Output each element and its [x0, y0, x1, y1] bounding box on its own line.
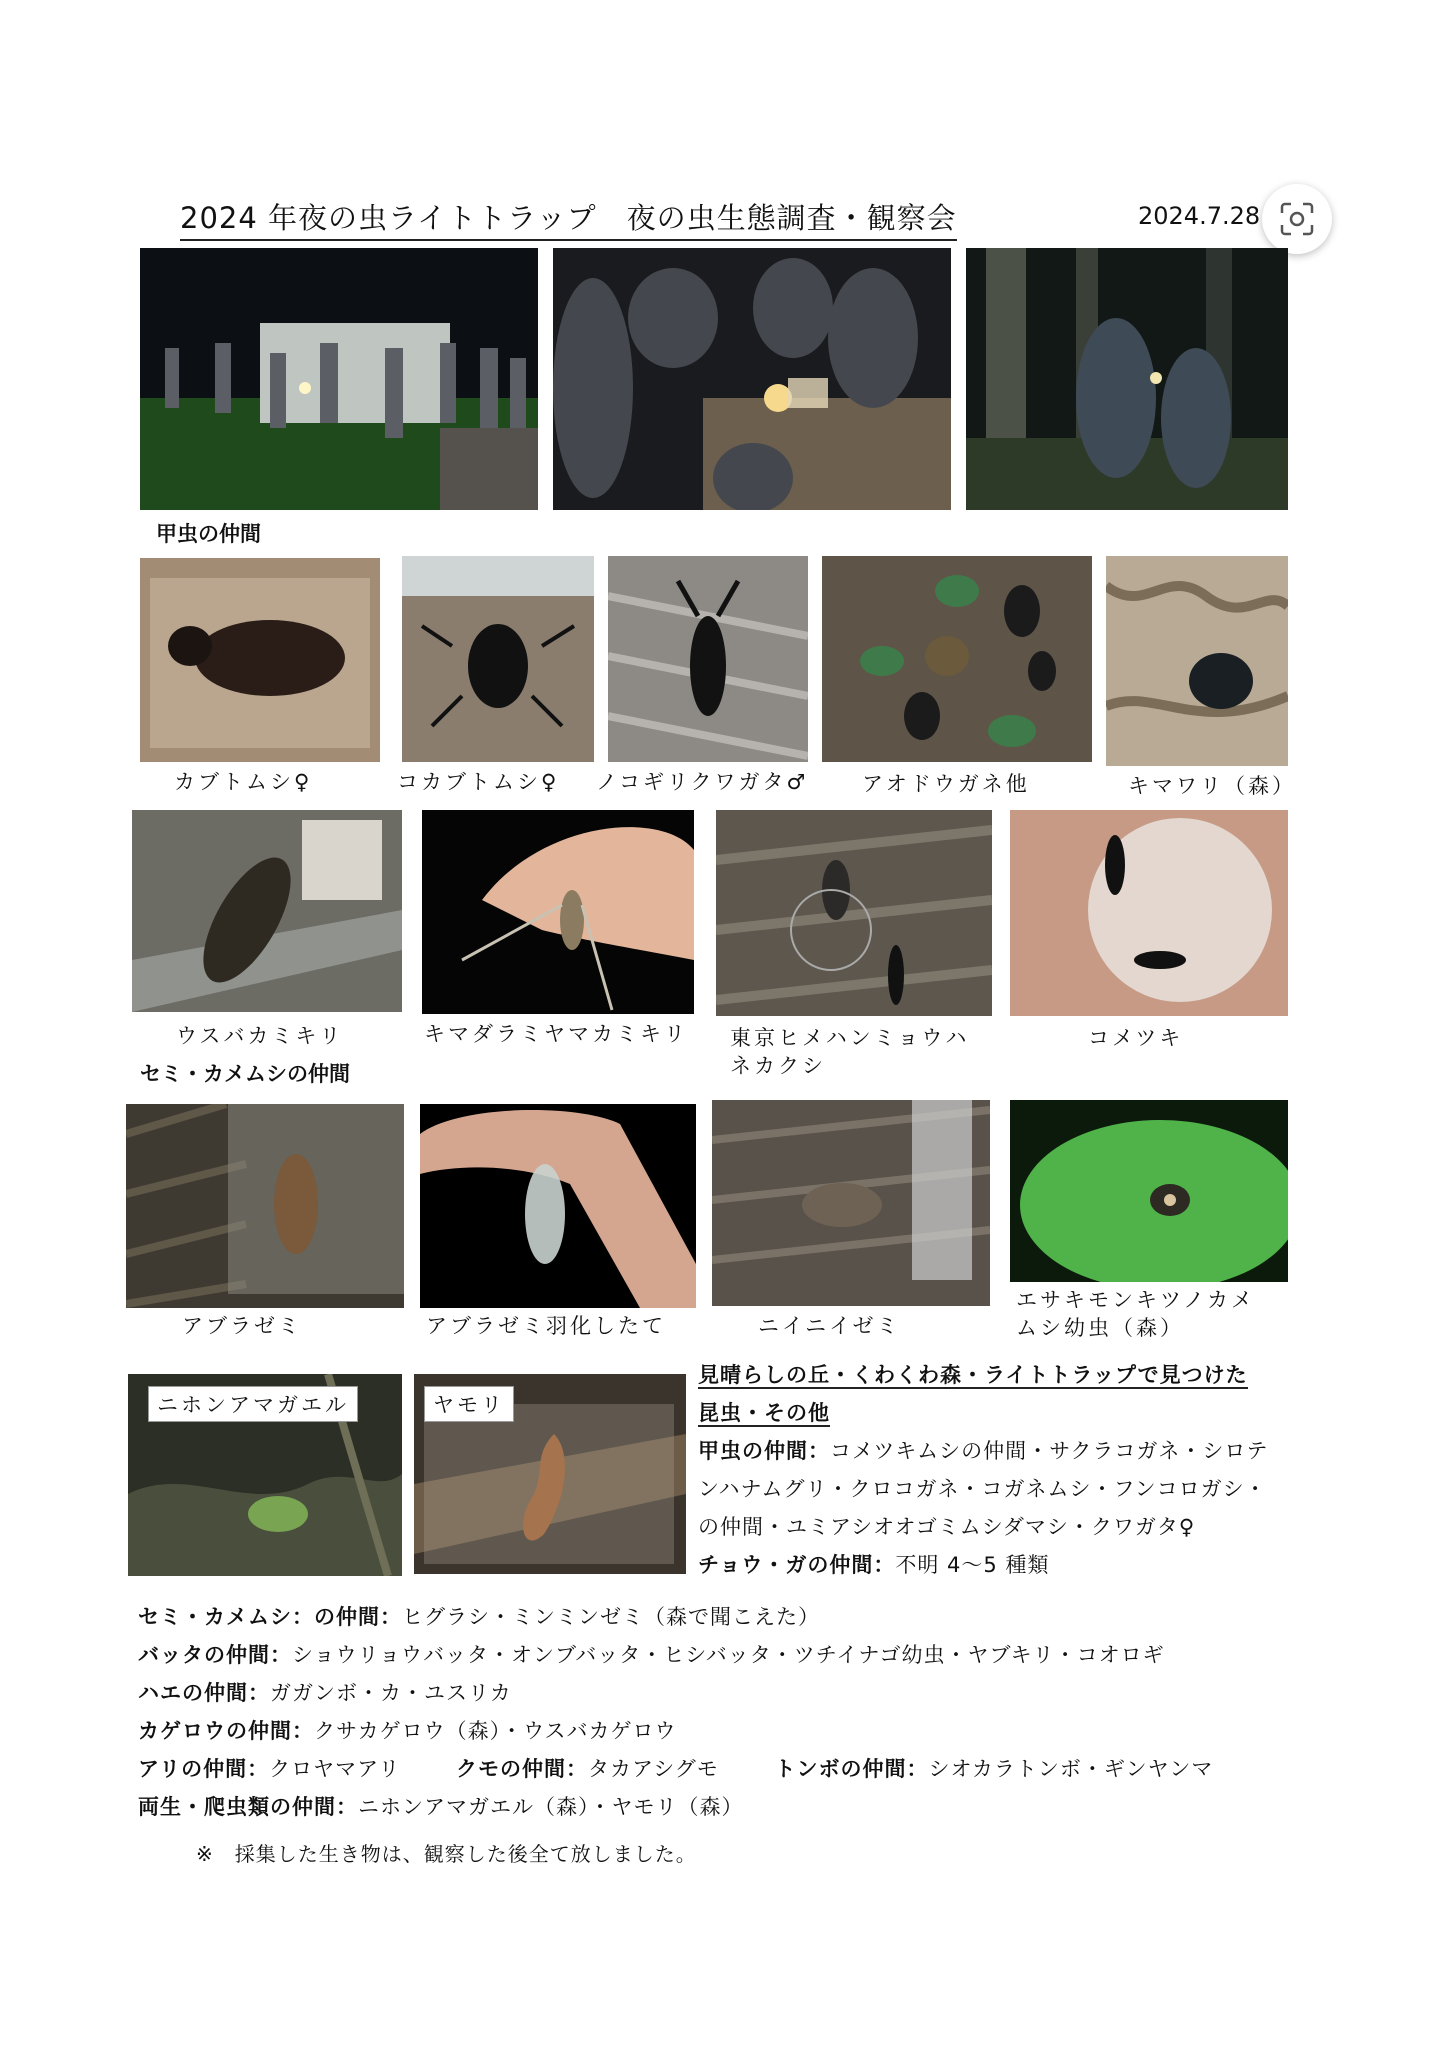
photo-niiniizemi [712, 1100, 990, 1306]
photo-esakimon-kamemushi [1010, 1100, 1288, 1282]
caption-nokogiri-kuwagata: ノコギリクワガタ♂ [596, 770, 809, 794]
list-batta-label: バッタの仲間： [138, 1643, 292, 1667]
photo-kokabutomushi [402, 556, 594, 762]
list-tonbo-label: トンボの仲間： [774, 1757, 929, 1781]
summary-heading: 見晴らしの丘・くわくわ森・ライトトラップで見つけた [698, 1363, 1248, 1387]
caption-esakimon-kamemushi: エサキモンキツノカメムシ幼虫（森） [1016, 1288, 1255, 1340]
caption-usubakamikiri: ウスバカミキリ [176, 1024, 344, 1048]
photo-night-light-trap [140, 248, 538, 510]
list-ryousei-label: 両生・爬虫類の仲間： [138, 1795, 358, 1819]
species-list [138, 1598, 1213, 1826]
caption-kometsuki: コメツキ [1088, 1026, 1184, 1050]
summary-moth-label: チョウ・ガの仲間： [698, 1553, 896, 1577]
caption-aburazemi-uka: アブラゼミ羽化したて [426, 1314, 666, 1338]
caption-kimawari: キマワリ（森） [1128, 774, 1296, 798]
scan-button[interactable] [1262, 184, 1332, 254]
list-kagerou-text: クサカゲロウ（森）・ウスバカゲロウ [314, 1719, 677, 1743]
caption-hanmyou-hanekakushi: 東京ヒメハンミョウハネカクシ [730, 1026, 970, 1078]
photo-kimadara-miyamakamikiri [422, 810, 694, 1014]
list-ari-text: クロヤマアリ [269, 1757, 401, 1781]
photo-aodougane [822, 556, 1092, 762]
label-amagaeru: ニホンアマガエル [148, 1386, 358, 1422]
caption-kabutomushi: カブトムシ♀ [174, 770, 313, 794]
list-hae-text: ガガンボ・カ・ユスリカ [270, 1681, 512, 1705]
list-kumo-text: タカアシグモ [588, 1757, 719, 1781]
summary-heading-line2: 昆虫・その他 [698, 1401, 830, 1425]
caption-kokabutomushi: コカブトムシ♀ [397, 770, 560, 794]
summary-beetles-text: コメツキムシの仲間・サクラコガネ・シロテンハナムグリ・クロコガネ・コガネムシ・フンコロガシ・の仲間・ユミアシオオゴミムシダマシ・クワガタ♀ [698, 1439, 1269, 1539]
list-kagerou-label: カゲロウの仲間： [138, 1719, 314, 1743]
list-ryousei-text: ニホンアマガエル（森）・ヤモリ（森） [358, 1795, 744, 1819]
photo-observing-table [553, 248, 951, 510]
photo-usubakamikiri [132, 810, 402, 1012]
photo-aburazemi-uka [420, 1104, 696, 1308]
photo-forest-night [966, 248, 1288, 510]
photo-aburazemi [126, 1104, 404, 1308]
caption-aodougane: アオドウガネ他 [862, 772, 1030, 796]
list-hae-label: ハエの仲間： [138, 1681, 270, 1705]
list-tonbo-text: シオカラトンボ・ギンヤンマ [928, 1757, 1214, 1781]
photo-kometsuki [1010, 810, 1288, 1016]
photo-hanmyou-hanekakushi [716, 810, 992, 1016]
summary-beetles-label: 甲虫の仲間： [698, 1439, 830, 1463]
photo-kimawari [1106, 556, 1288, 766]
summary-block [698, 1356, 1278, 1584]
list-batta-text: ショウリョウバッタ・オンブバッタ・ヒシバッタ・ツチイナゴ幼虫・ヤブキリ・コオロギ [292, 1643, 1165, 1667]
summary-moth-text: 不明 4〜5 種類 [895, 1553, 1050, 1577]
section-beetles: 甲虫の仲間 [156, 522, 261, 546]
page-title: 2024 年夜の虫ライトトラップ 夜の虫生態調査・観察会 [180, 196, 957, 241]
list-cicada-label: セミ・カメムシ：の仲間： [138, 1605, 402, 1629]
release-note: ※ 採集した生き物は、観察した後全て放しました。 [196, 1842, 697, 1866]
photo-nokogiri-kuwagata [608, 556, 808, 762]
section-cicada: セミ・カメムシの仲間 [140, 1062, 350, 1086]
caption-niiniizemi: ニイニイゼミ [758, 1314, 901, 1338]
scan-icon [1279, 201, 1315, 237]
list-ari-label: アリの仲間： [138, 1757, 270, 1781]
photo-kabutomushi [140, 558, 380, 762]
caption-kimadara-miyamakamikiri: キマダラミヤマカミキリ [424, 1022, 688, 1046]
list-cicada-text: ヒグラシ・ミンミンゼミ（森で聞こえた） [402, 1605, 820, 1629]
event-date: 2024.7.28 [1138, 202, 1261, 230]
caption-aburazemi: アブラゼミ [182, 1314, 302, 1338]
label-yamori: ヤモリ [424, 1386, 514, 1422]
list-kumo-label: クモの仲間： [456, 1757, 589, 1781]
